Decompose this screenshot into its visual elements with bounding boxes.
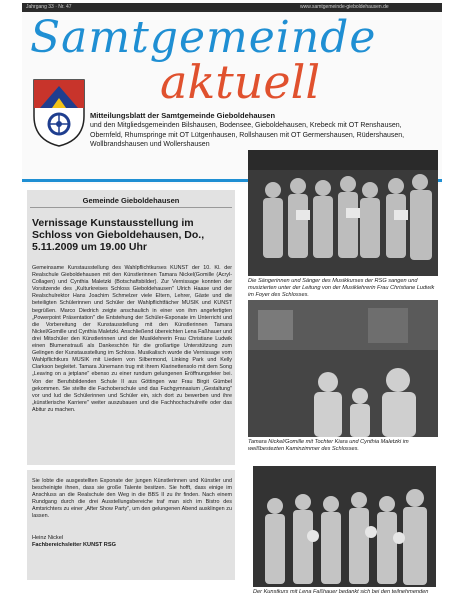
issue-number: Jahrgang 33 · Nr. 47	[26, 4, 72, 10]
photo-art-class	[253, 466, 436, 587]
article-author-role: Fachbereichsleiter KUNST RSG	[32, 542, 116, 548]
photo-caption: Die Sängerinnen und Sänger des Musikkurses der RSG sangen und musizierten unter der Leitung von der Musiklehrerin Frau Christiane Ludwik im Foyer des Schlosses.	[248, 278, 435, 299]
brand-subtitle: aktuell	[160, 55, 321, 109]
department-heading: Gemeinde Gieboldehausen	[82, 196, 180, 205]
article-break	[27, 465, 235, 470]
publication-title: Mitteilungsblatt der Samtgemeinde Gieboldehausen	[90, 111, 276, 120]
publication-subtitle: und den Mitgliedsgemeinden Bilshausen, Bodensee, Gieboldehausen, Krebeck mit OT Renshausen, Obernfeld, Rhumspringe mit OT Lütgenhausen, Rollshausen mit OT Germershausen, Rüdershausen, Wollbrandshausen und Wollershausen	[90, 122, 405, 148]
coat-of-arms-icon	[30, 78, 88, 148]
photo-choir	[248, 150, 438, 276]
article-title: Vernissage Kunstausstellung im Schloss von Gieboldehausen, Do., 5.11.2009 um 19.00 Uhr	[32, 217, 205, 253]
website-url: www.samtgemeinde-gieboldehausen.de	[300, 4, 389, 10]
photo-caption: Tamara Nickel/Gomille mit Tochter Kiara und Cynthia Maletzki im weißbestezten Kaminzimmer des Schlosses.	[248, 439, 409, 453]
article-author: Heinz Nickel	[32, 535, 64, 541]
article-body: Gemeinsame Kunstausstellung des Wahlpflichtkurses KUNST der 10. Kl. der Realschule Gieboldehausen mit den Künstlerinnen Tamara Nickel(Gomille (Acryl-Collagen) und Cynthia Maletzki (Botschaftsbilder). Zur Vernissage konnten der Vorsitzende des „Kulturkreises Schloss Gieboldehausen" Ulrich Haase und der Realschulrektor Hans Joachim Schmelzer viele Eltern, Lehrer, Gäste und die beteiligten Schülerinnen und Schüler der Wahlpflichtfächer MUSIK und KUNST begrüßen. Marco Diedrich zeigte anschaulich in einer von ihm angefertigten „Powerpoint Präsentation" die Entstehung der Schüler-Exponate im Unterricht und die Vorbereitung der Kunstausstellung mit den Künstlerinnen Tamara Nickel/Gomille und Cynthia Maletzki. Anschließend übereichten Lena Faßhauer und drei Mitschüler den Künstlerinnen und der Musiklehrerin Frau Christiane Ludwik einen Blumenstrauß als Dankeschön für die großartige Unterstützung zum Gelingen der Kunstausstellung im Schloss. Musikalisch wurde die Vernissage vom Wahlpflichtkurs MUSIK mit Liedern von Silbermond, Linking Park und Kelly Clarkson begleitet. Tamara Jünemann trug mit ihrem Klarinettensolo mit dem Song „Leaving on a jetplane" ebenso zu einer rundum gelungenen Eröffnungsfeier bei. Von der Berufsbildenden Schule II aus Göttingen war Frau Birgit Gümbel gekommen. Sie stellte die Fachoberschule und das Fachgymnasium „Gestaltung" vor und lud die Schülerinnen und Schüler ein, sich dort zu bewerben und ihre „künstlerische Karriere" weiter auszubauen und die Fachhochschulreife oder das Abitur zu machen.	[32, 265, 232, 413]
photo-artists	[248, 300, 438, 437]
photo-caption: Der Kunstkurs mit Lena Faßhauer bedankt sich bei den teilnehmenden	[253, 589, 429, 595]
brand-title: Samtgemeinde	[30, 12, 377, 63]
heading-divider	[30, 207, 232, 208]
article-body-continued: Sie lobte die ausgestellten Exponate der jungen Künstlerinnen und Künstler und bescheinigte ihnen, dass sie große Talente besitzen. Sie hofft, dass einige im Anschluss an die Realschule den Weg in die BBS II zu ihr finden. Nach einem Rundgang durch die drei Ausstellungsbereiche traf man sich im Bistro des Amtsrichters zu einer „After Show Party", um den gelungenen Abend ausklingen zu lassen.	[32, 478, 232, 520]
